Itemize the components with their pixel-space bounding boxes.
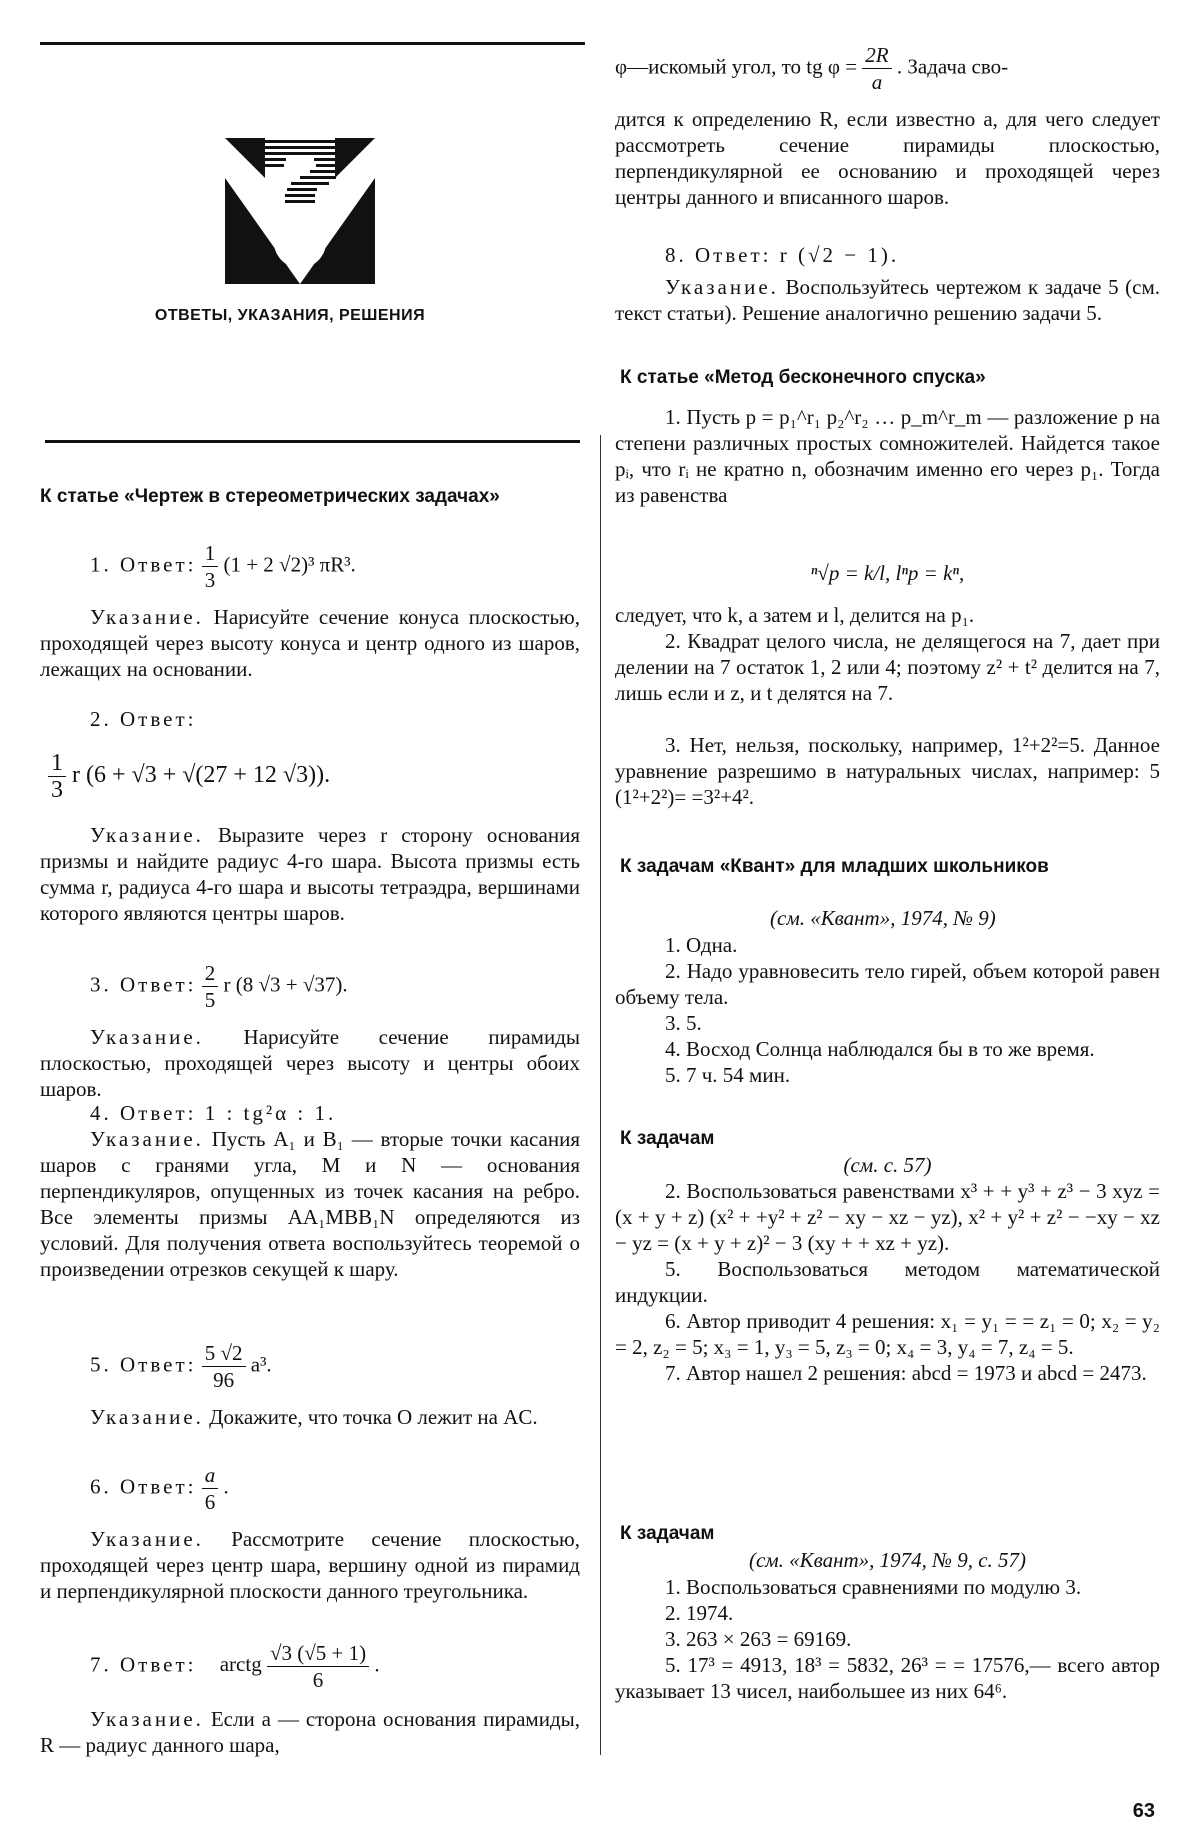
right-heading-3-text: К задачам «Квант» для младших школьников [620, 856, 1049, 877]
hint-3-label: Указание. [90, 1025, 204, 1049]
answer-3-expr: r (8 √3 + √37). [223, 972, 348, 997]
answer-3-num: 2 [202, 960, 219, 987]
hint-1-label: Указание. [90, 605, 204, 629]
answer-6 [90, 1462, 540, 1515]
descent-2-text: 2. Квадрат целого числа, не делящегося на 7, дает при делении на 7 остаток 1, 2 или 4; поэтому z² + t² делится на 7, лишь если и z, и t делятся на 7. [615, 629, 1160, 705]
hint-8-label: Указание. [665, 275, 779, 299]
kvant-1: 1. Воспользоваться сравнениями по модулю 3. [665, 1575, 1082, 1599]
answer-1-den: 3 [204, 568, 216, 592]
answer-5 [90, 1340, 540, 1393]
answer-2-label-line [90, 706, 196, 732]
hint-7 [40, 1706, 580, 1758]
answer-1-fraction [202, 540, 219, 593]
hint-7-text: Если a — сторона основания пирамиды, R — радиус данного шара, [40, 1707, 581, 1757]
junior-2: 2. Надо уравновесить тело гирей, объем которой равен объему тела. [615, 959, 1160, 1009]
answer-5-expr: a³. [250, 1352, 272, 1377]
right-top-pre: φ—искомый угол, то tg φ = [615, 54, 858, 79]
hint-7-label: Указание. [90, 1707, 204, 1731]
hint-3 [40, 1024, 580, 1102]
junior-5: 5. 7 ч. 54 мин. [665, 1063, 791, 1087]
problem-5: 5. Воспользоваться методом математической индукции. [615, 1257, 1160, 1307]
hint-2-label: Указание. [90, 823, 204, 847]
hint-2-text: Выразите через r сторону основания призмы и найдите радиус 4-го шара. Высота призмы есть сумма r, радиуса 4-го шара и высоты тетраэдра, вершинами которого являются центры шаров. [40, 823, 580, 925]
hint-8-text: Воспользуйтесь чертежом к задаче 5 (см. текст статьи). Решение аналогично решению задачи 5. [615, 275, 1161, 325]
answer-5-den: 96 [213, 1368, 235, 1392]
junior-1: 1. Одна. [665, 933, 738, 957]
right-top-post: . Задача сво- [896, 54, 1009, 79]
junior-answers [615, 932, 1160, 1088]
hint-6-text: Рассмотрите сечение плоскостью, проходящей через центр шара, вершину одной из пирамид и перпендикулярной плоскости данного треугольника. [40, 1527, 580, 1603]
answer-6-expr: . [223, 1474, 229, 1499]
descent-1-tail [615, 602, 1160, 628]
junior-3: 3. 5. [665, 1011, 702, 1035]
problems-kvant [615, 1574, 1160, 1704]
descent-1-tail-text: следует, что k, а затем и l, делится на p₁. [615, 603, 975, 627]
answer-3-den: 5 [204, 988, 216, 1012]
answer-2-num: 1 [48, 750, 66, 777]
answer-1-num: 1 [202, 540, 219, 567]
answer-7-den: 6 [312, 1668, 324, 1692]
left-heading [40, 485, 580, 509]
answer-7-label: 7. Ответ: [90, 1652, 197, 1677]
answer-3-fraction [202, 960, 219, 1013]
right-top-text: дится к определению R, если известно a, для чего следует рассмотреть сечение пирамиды плоскостью, перпендикулярной ее основанию и проходящей через центры данного и вписанного шаров. [615, 107, 1160, 209]
answer-7-expr: . [374, 1652, 380, 1677]
answer-8 [665, 242, 1145, 268]
hint-6 [40, 1526, 580, 1604]
descent-1-eq: ⁿ√p = k/l, lⁿp = kⁿ, [810, 561, 965, 585]
hint-4-label: Указание. [90, 1127, 204, 1151]
kvant-3: 3. 263 × 263 = 69169. [665, 1627, 852, 1651]
answer-5-num: 5 √2 [202, 1340, 246, 1367]
middle-rule-left [45, 440, 580, 443]
right-top-line [615, 42, 1160, 95]
problem-6: 6. Автор приводит 4 решения: x₁ = y₁ = = z₁ = 0; x₂ = y₂ = 2, z₂ = 5; x₃ = 1, y₃ = 5, z₃ = 0; x₄ = 3, y₄ = 7, z₄ = 5. [615, 1309, 1160, 1359]
descent-1 [615, 404, 1160, 508]
answer-5-label: 5. Ответ: [90, 1352, 197, 1377]
answer-2 [48, 750, 568, 803]
problem-2: 2. Воспользоваться равенствами x³ + + y³ + z³ − 3 xyz = (x + y + z) (x² + +y² + z² − xy − xz − yz), x² + y² + z² − −xy − xz − yz = (x + y + z)² − 3 (xy + + xz + yz). [615, 1179, 1160, 1255]
right-top-den: a [871, 70, 883, 94]
question-emblem-icon [225, 138, 375, 284]
descent-1-text: 1. Пусть p = p₁^r₁ p₂^r₂ … p_m^r_m — разложение p на степени различных простых сомножителей. Найдется такое pᵢ, что rᵢ не кратно n, обозначим именно его через p₁. Тогда из равенства [615, 405, 1160, 507]
answer-6-fraction [202, 1462, 219, 1515]
right-heading-5-text: К задачам [620, 1523, 715, 1544]
right-ref-5 [615, 1547, 1160, 1573]
hint-1 [40, 604, 580, 682]
hint-4-text: Пусть A₁ и B₁ — вторые точки касания шаров с гранями угла, M и N — основания перпендикуляров, опущенных из точек касания на ребро. Все элементы призмы AA₁MBB₁N определяются из условий. Для получения ответа воспользуйтесь теоремой о произведении отрезков секущей к шару. [40, 1127, 580, 1281]
answer-5-fraction [202, 1340, 246, 1393]
problems-57 [615, 1178, 1160, 1386]
hint-5-text: Докажите, что точка O лежит на AC. [209, 1405, 538, 1429]
top-rule-left [40, 42, 585, 45]
answer-2-expr: r (6 + √3 + √(27 + 12 √3)). [72, 762, 331, 789]
answer-4-text: 4. Ответ: 1 : tg²α : 1. [90, 1101, 337, 1125]
right-heading-4 [620, 1127, 1160, 1151]
section-label: ОТВЕТЫ, УКАЗАНИЯ, РЕШЕНИЯ [154, 307, 426, 324]
answer-8-text: 8. Ответ: r (√2 − 1). [665, 243, 900, 267]
answer-7-num: √3 (√5 + 1) [267, 1640, 369, 1667]
right-ref-4-text: (см. с. 57) [843, 1153, 932, 1177]
column-divider [600, 435, 601, 1755]
answer-7-arctg: arctg [219, 1652, 262, 1677]
hint-2 [40, 822, 580, 926]
hint-6-label: Указание. [90, 1527, 204, 1551]
right-ref-4 [615, 1152, 1160, 1178]
hint-1-text: Нарисуйте сечение конуса плоскостью, проходящей через высоту конуса и центр одного из шаров, лежащих на основании. [40, 605, 580, 681]
answer-1-label: 1. Ответ: [90, 552, 197, 577]
right-heading-5 [620, 1522, 1160, 1546]
answer-3 [90, 960, 540, 1013]
hint-5-label: Указание. [90, 1405, 204, 1429]
right-ref-3-text: (см. «Квант», 1974, № 9) [770, 906, 996, 930]
junior-4: 4. Восход Солнца наблюдался бы в то же время. [665, 1037, 1095, 1061]
answer-1-expr: (1 + 2 √2)³ πR³. [223, 552, 356, 577]
right-heading-4-text: К задачам [620, 1128, 715, 1149]
right-heading-2 [620, 366, 1160, 390]
right-heading-2-text: К статье «Метод бесконечного спуска» [620, 367, 986, 388]
kvant-5: 5. 17³ = 4913, 18³ = 5832, 26³ = = 17576,— всего автор указывает 13 чисел, наибольшее из них 64⁶. [615, 1653, 1160, 1703]
answer-6-label: 6. Ответ: [90, 1474, 197, 1499]
right-top-fraction [862, 42, 891, 95]
descent-3 [615, 732, 1160, 810]
answer-3-label: 3. Ответ: [90, 972, 197, 997]
answer-2-den: 3 [51, 777, 63, 803]
descent-2 [615, 628, 1160, 706]
problem-7: 7. Автор нашел 2 решения: abcd = 1973 и abcd = 2473. [665, 1361, 1147, 1385]
descent-3-text: 3. Нет, нельзя, поскольку, например, 1²+2²=5. Данное уравнение разрешимо в натуральных числах, например: 5 (1²+2²)= =3²+4². [615, 733, 1160, 809]
hint-8 [615, 274, 1160, 326]
right-top-paragraph [615, 106, 1160, 210]
left-heading-text: К статье «Чертеж в стереометрических задачах» [40, 486, 500, 507]
page-number: 63 [1132, 1800, 1155, 1822]
answer-7 [90, 1640, 570, 1693]
right-ref-5-text: (см. «Квант», 1974, № 9, с. 57) [748, 1548, 1027, 1572]
right-heading-3 [620, 855, 1160, 879]
hint-3-text: Нарисуйте сечение пирамиды плоскостью, проходящей через высоту и центры обоих шаров. [40, 1025, 580, 1101]
answer-1 [90, 540, 540, 593]
answer-6-den: 6 [204, 1490, 216, 1514]
right-ref-3 [770, 905, 996, 931]
answer-6-num: a [202, 1462, 219, 1489]
answer-2-label: 2. Ответ: [90, 707, 197, 731]
answer-4 [90, 1100, 540, 1126]
hint-5 [40, 1404, 580, 1430]
answer-7-fraction [267, 1640, 369, 1693]
hint-4 [40, 1126, 580, 1282]
answer-2-fraction [48, 750, 66, 803]
descent-1-equation [615, 560, 1160, 586]
right-top-num: 2R [862, 42, 891, 69]
kvant-2: 2. 1974. [665, 1601, 734, 1625]
